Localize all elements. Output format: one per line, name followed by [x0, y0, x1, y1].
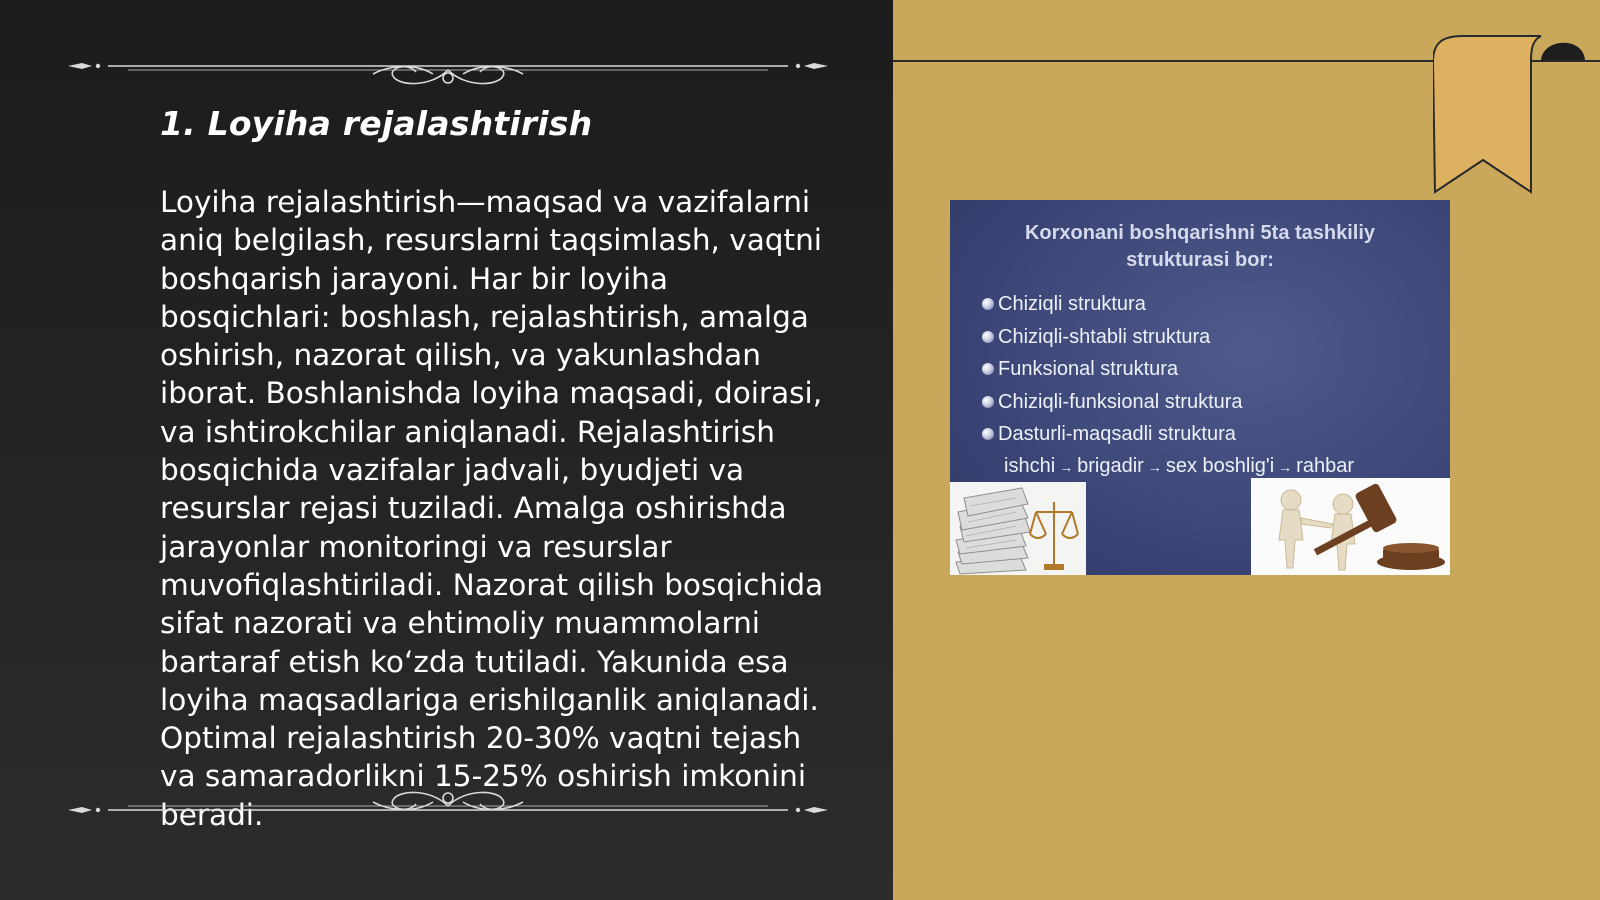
card-title: Korxonani boshqarishni 5ta tashkiliy strukturasi bor:: [1024, 222, 1376, 271]
slide-title: 1. Loyiha rejalashtirish: [160, 104, 593, 143]
bullet-icon: [982, 331, 994, 343]
list-item-label: Funksional struktura: [998, 358, 1179, 380]
arrow-icon: →: [1278, 459, 1293, 475]
chain-manager: rahbar: [1296, 455, 1354, 477]
structures-image: [950, 200, 1450, 575]
handshake-gavel-image: [1251, 478, 1450, 575]
structure-list: [982, 288, 1243, 451]
bullet-icon: [982, 298, 994, 310]
newspapers-scales-image: [950, 482, 1086, 575]
list-item: [982, 288, 1243, 321]
bullet-icon: [982, 396, 994, 408]
chain-foreman: brigadir: [1077, 455, 1144, 477]
chain-worker: ishchi: [1004, 455, 1056, 477]
bottom-ornament: [68, 780, 828, 824]
hierarchy-chain: [1004, 452, 1354, 481]
list-item-label: Dasturli-maqsadli struktura: [998, 423, 1236, 445]
bookmark-ribbon: [1433, 34, 1593, 199]
list-item-label: Chiziqli-shtabli struktura: [998, 325, 1211, 348]
list-item-label: Chiziqli struktura: [998, 293, 1146, 315]
body-paragraph: Loyiha rejalashtirish—maqsad va vazifalarni aniq belgilash, resurslarni taqsimlash, vaqtni boshqarish jarayoni. Har bir loyiha bosqichlari: boshlash, rejalashtirish, amalga oshirish, nazorat qilish, va yakunlashdan iborat. Boshlanishda loyiha maqsadi, doirasi, va ishtirokchilar aniqlanadi. Rejalashtirish bosqichida vazifalar jadvali, byudjeti va resurslar rejasi tuziladi. Amalga oshirishda jarayonlar monitoringi va resurslar muvofiqlashtiriladi. Nazorat qilish bosqichida sifat nazorati va ehtimoliy muammolarni bartaraf etish ko‘zda tutiladi. Yakunida esa loyiha maqsadlariga erishilganlik aniqlanadi. Optimal rejalashtirish 20-30% vaqtni tejash va samaradorlikni 15-25% oshirish imkonini beradi.: [160, 185, 824, 832]
chain-shop-head: sex boshlig'i: [1165, 455, 1275, 477]
list-item: [982, 353, 1243, 386]
list-item: [982, 386, 1243, 419]
arrow-icon: →: [1059, 459, 1074, 475]
bullet-icon: [982, 363, 994, 375]
list-item: [982, 321, 1243, 354]
top-ornament: [68, 44, 828, 88]
arrow-icon: →: [1147, 459, 1162, 475]
list-item: [982, 418, 1243, 451]
list-item-label: Chiziqli-funksional struktura: [998, 390, 1243, 413]
bullet-icon: [982, 428, 994, 440]
